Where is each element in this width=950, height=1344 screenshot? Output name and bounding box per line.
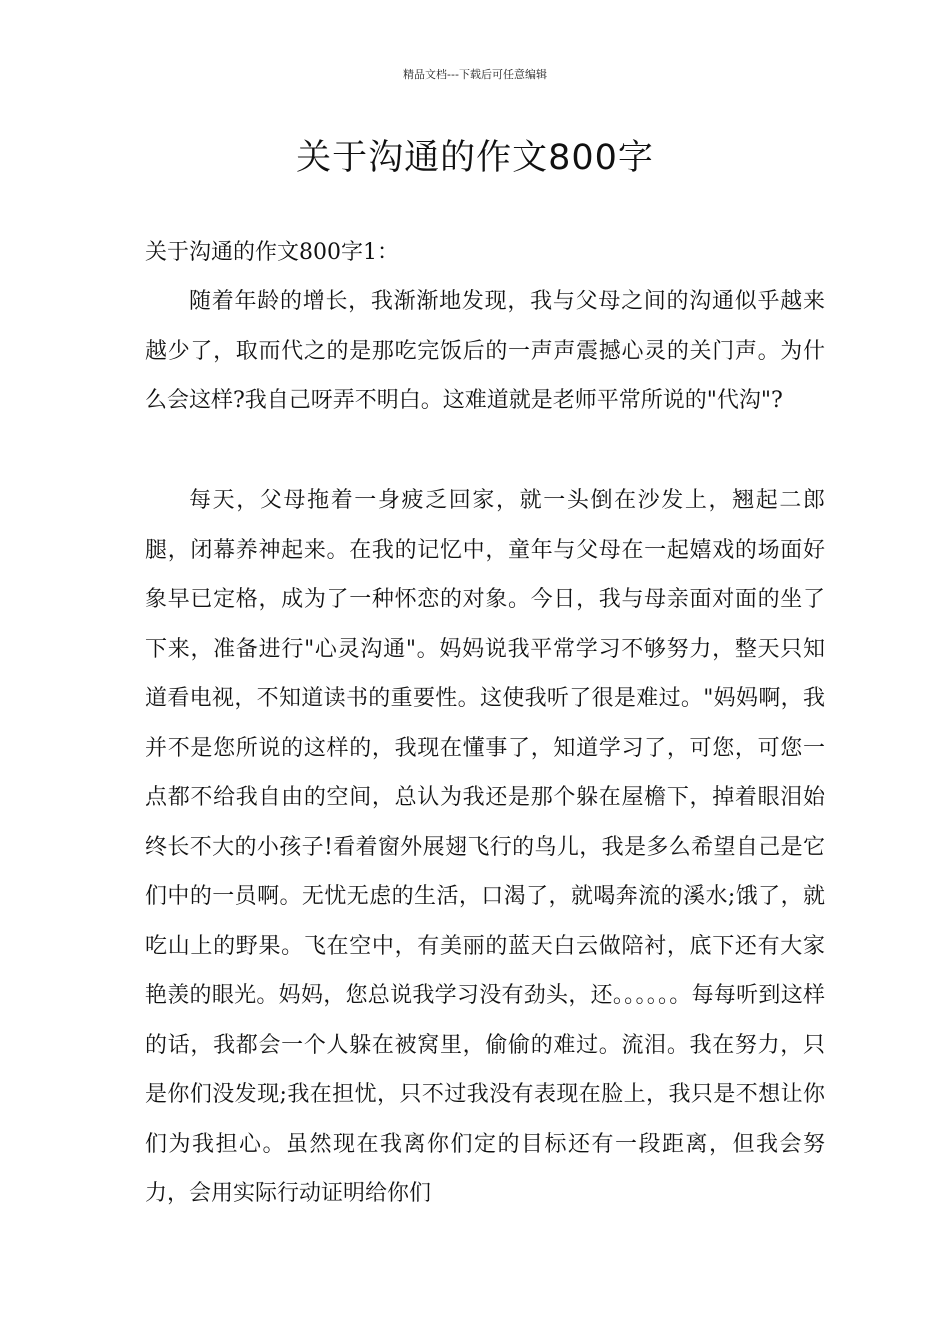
paragraph-2: 每天，父母拖着一身疲乏回家，就一头倒在沙发上，翘起二郎腿，闭幕养神起来。在我的记忆中，童年与父母在一起嬉戏的场面好象早已定格，成为了一种怀恋的对象。今日，我与母亲面对面的坐了下来，准备进行"心灵沟通"。妈妈说我平常学习不够努力，整天只知道看电视，不知道读书的重要性。这使我听了很是难过。"妈妈啊，我并不是您所说的这样的，我现在懂事了，知道学习了，可您，可您一点都不给我自由的空间，总认为我还是那个躲在屋檐下，掉着眼泪始终长不大的小孩子!看着窗外展翅飞行的鸟儿，我是多么希望自己是它们中的一员啊。无忧无虑的生活，口渴了，就喝奔流的溪水;饿了，就吃山上的野果。飞在空中，有美丽的蓝天白云做陪衬，底下还有大家艳羡的眼光。妈妈，您总说我学习没有劲头，还。。。。。。每每听到这样的话，我都会一个人躲在被窝里，偷偷的难过。流泪。我在努力，只是你们没发现;我在担忧，只不过我没有表现在脸上，我只是不想让你们为我担心。虽然现在我离你们定的目标还有一段距离，但我会努力，会用实际行动证明给你们 [145,488,825,1206]
header-note: 精品文档---下载后可任意编辑 [403,68,547,81]
section-heading: 关于沟通的作文800字1： [145,240,399,265]
document-title: 关于沟通的作文800字 [296,138,654,178]
paragraph-1: 随着年龄的增长，我渐渐地发现，我与父母之间的沟通似乎越来越少了，取而代之的是那吃完饭后的一声声震撼心灵的关门声。为什么会这样?我自己呀弄不明白。这难道就是老师平常所说的"代沟"? [145,289,825,413]
